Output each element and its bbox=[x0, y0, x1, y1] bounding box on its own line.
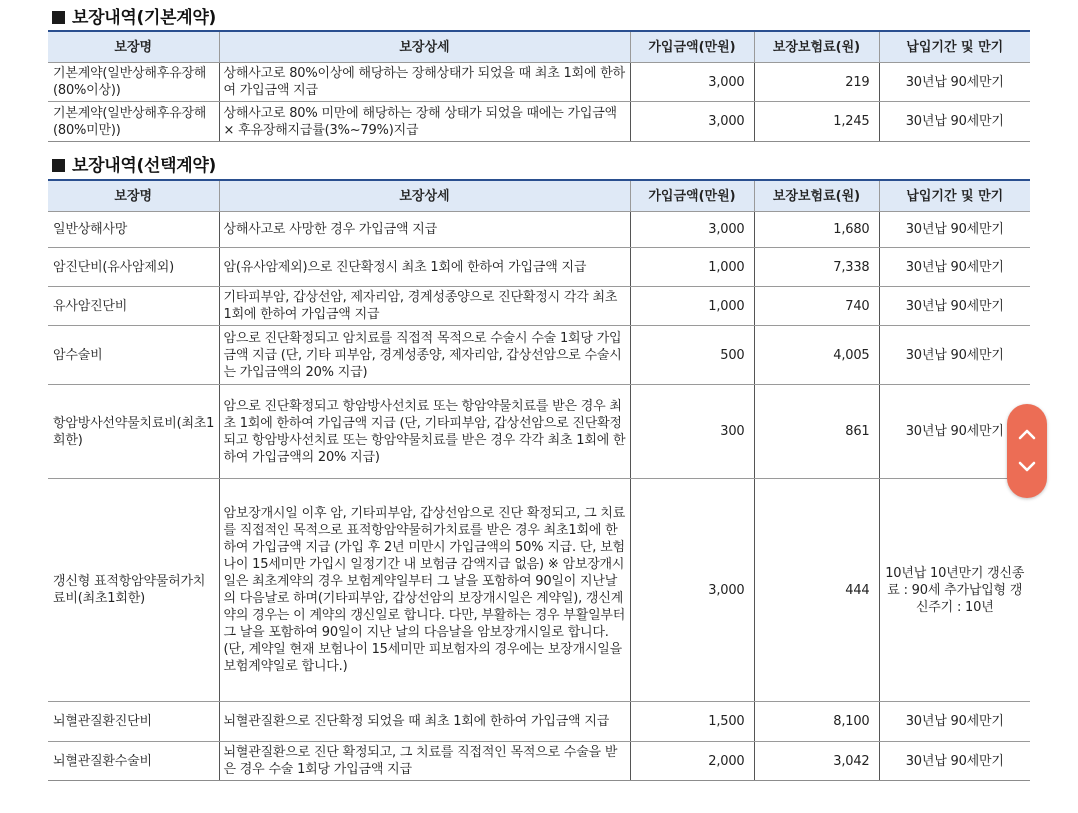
header-coverage-name: 보장명 bbox=[48, 180, 219, 212]
period-value: 30년납 90세만기 bbox=[879, 326, 1030, 385]
scroll-navigation-widget bbox=[1007, 404, 1047, 498]
table-header-row bbox=[48, 31, 1030, 63]
coverage-detail: 상해사고로 사망한 경우 가입금액 지급 bbox=[219, 212, 630, 248]
coverage-name: 항암방사선약물치료비(최초1회한) bbox=[48, 385, 219, 479]
coverage-detail: 암(유사암제외)으로 진단확정시 최초 1회에 한하여 가입금액 지급 bbox=[219, 248, 630, 287]
period-value: 30년납 90세만기 bbox=[879, 102, 1030, 142]
header-period: 납입기간 및 만기 bbox=[879, 180, 1030, 212]
period-value: 30년납 90세만기 bbox=[879, 287, 1030, 326]
premium-value: 861 bbox=[754, 385, 879, 479]
coverage-detail: 암으로 진단확정되고 암치료를 직접적 목적으로 수술시 수술 1회당 가입금액 지급 (단, 기타 피부암, 경계성종양, 제자리암, 갑상선암으로 수술시는 가입금액의 20% 지급) bbox=[219, 326, 630, 385]
coverage-name: 일반상해사망 bbox=[48, 212, 219, 248]
coverage-name: 유사암진단비 bbox=[48, 287, 219, 326]
optional-coverage-table bbox=[48, 179, 1030, 781]
coverage-detail: 상해사고로 80% 미만에 해당하는 장해 상태가 되었을 때에는 가입금액× 후유장해지급률(3%~79%)지급 bbox=[219, 102, 630, 142]
premium-value: 740 bbox=[754, 287, 879, 326]
premium-value: 3,042 bbox=[754, 742, 879, 781]
table-row bbox=[48, 102, 1030, 142]
coverage-detail: 상해사고로 80%이상에 해당하는 장해상태가 되었을 때 최초 1회에 한하여 가입금액 지급 bbox=[219, 63, 630, 102]
square-bullet-icon bbox=[52, 159, 65, 172]
premium-value: 1,680 bbox=[754, 212, 879, 248]
amount-value: 2,000 bbox=[630, 742, 754, 781]
amount-value: 3,000 bbox=[630, 63, 754, 102]
coverage-name: 뇌혈관질환진단비 bbox=[48, 702, 219, 742]
period-value: 30년납 90세만기 bbox=[879, 742, 1030, 781]
premium-value: 444 bbox=[754, 479, 879, 702]
header-coverage-name: 보장명 bbox=[48, 31, 219, 63]
period-value: 30년납 90세만기 bbox=[879, 212, 1030, 248]
premium-value: 219 bbox=[754, 63, 879, 102]
coverage-name: 뇌혈관질환수술비 bbox=[48, 742, 219, 781]
square-bullet-icon bbox=[52, 11, 65, 24]
premium-value: 8,100 bbox=[754, 702, 879, 742]
coverage-detail: 암보장개시일 이후 암, 기타피부암, 갑상선암으로 진단 확정되고, 그 치료를 직접적인 목적으로 표적항암약물허가치료를 받은 경우 최초1회에 한하여 가입금액 지급 (가입 후 2년 미만시 가입금액의 50% 지급. 단, 보험나이 15세미만 가입시 일정기간 내 보험금 감액지급 없음) ※ 암보장개시일은 최초계약의 경우 보험계약일부터 그 날을 포함하여 90일이 지난날의 다음날로 하며(기타피부암, 갑상선암의 보장개시일은 계약일), 갱신계약의 경우는 이 계약의 갱신일로 합니다. 다만, 부활하는 경우 부활일부터 그 날을 포함하여 90일이 지난 날의 다음날을 암보장개시일로 합니다. (단, 계약일 현재 보험나이 15세미만 피보험자의 경우에는 보장개시일을 보험계약일로 합니다.) bbox=[219, 479, 630, 702]
coverage-detail: 뇌혈관질환으로 진단 확정되고, 그 치료를 직접적인 목적으로 수술을 받은 경우 수술 1회당 가입금액 지급 bbox=[219, 742, 630, 781]
period-value: 30년납 90세만기 bbox=[879, 63, 1030, 102]
amount-value: 300 bbox=[630, 385, 754, 479]
premium-value: 1,245 bbox=[754, 102, 879, 142]
coverage-name: 기본계약(일반상해후유장해(80%미만)) bbox=[48, 102, 219, 142]
section-title-basic: 보장내역(기본계약) bbox=[52, 3, 216, 28]
amount-value: 1,000 bbox=[630, 287, 754, 326]
header-period: 납입기간 및 만기 bbox=[879, 31, 1030, 63]
amount-value: 3,000 bbox=[630, 479, 754, 702]
table-row bbox=[48, 702, 1030, 742]
header-amount: 가입금액(만원) bbox=[630, 31, 754, 63]
amount-value: 3,000 bbox=[630, 212, 754, 248]
amount-value: 1,500 bbox=[630, 702, 754, 742]
period-value: 30년납 90세만기 bbox=[879, 702, 1030, 742]
table-row bbox=[48, 326, 1030, 385]
header-premium: 보장보험료(원) bbox=[754, 31, 879, 63]
header-coverage-detail: 보장상세 bbox=[219, 31, 630, 63]
period-value: 10년납 10년만기 갱신종료 : 90세 추가납입형 갱신주기 : 10년 bbox=[879, 479, 1030, 702]
table-row bbox=[48, 385, 1030, 479]
table-row bbox=[48, 479, 1030, 702]
chevron-up-icon[interactable] bbox=[1007, 420, 1047, 450]
coverage-name: 암진단비(유사암제외) bbox=[48, 248, 219, 287]
table-row bbox=[48, 248, 1030, 287]
premium-value: 4,005 bbox=[754, 326, 879, 385]
table-row bbox=[48, 742, 1030, 781]
header-premium: 보장보험료(원) bbox=[754, 180, 879, 212]
coverage-name: 기본계약(일반상해후유장해(80%이상)) bbox=[48, 63, 219, 102]
amount-value: 500 bbox=[630, 326, 754, 385]
amount-value: 1,000 bbox=[630, 248, 754, 287]
coverage-detail: 뇌혈관질환으로 진단확정 되었을 때 최초 1회에 한하여 가입금액 지급 bbox=[219, 702, 630, 742]
coverage-detail: 암으로 진단확정되고 항암방사선치료 또는 항암약물치료를 받은 경우 최초 1회에 한하여 가입금액 지급 (단, 기타피부암, 갑상선암으로 진단확정되고 항암방사선치료 또는 항암약물치료를 받은 경우 각각 최초 1회에 한하여 가입금액의 20% 지급) bbox=[219, 385, 630, 479]
basic-coverage-table bbox=[48, 30, 1030, 142]
header-coverage-detail: 보장상세 bbox=[219, 180, 630, 212]
coverage-name: 암수술비 bbox=[48, 326, 219, 385]
table-header-row bbox=[48, 180, 1030, 212]
period-value: 30년납 90세만기 bbox=[879, 248, 1030, 287]
chevron-down-icon[interactable] bbox=[1007, 452, 1047, 482]
table-row bbox=[48, 63, 1030, 102]
amount-value: 3,000 bbox=[630, 102, 754, 142]
section-title-optional: 보장내역(선택계약) bbox=[52, 151, 216, 176]
coverage-name: 갱신형 표적항암약물허가치료비(최초1회한) bbox=[48, 479, 219, 702]
table-row bbox=[48, 212, 1030, 248]
premium-value: 7,338 bbox=[754, 248, 879, 287]
header-amount: 가입금액(만원) bbox=[630, 180, 754, 212]
period-value: 30년납 90세만기 bbox=[879, 385, 1030, 479]
coverage-detail: 기타피부암, 갑상선암, 제자리암, 경계성종양으로 진단확정시 각각 최초 1회에 한하여 가입금액 지급 bbox=[219, 287, 630, 326]
table-row bbox=[48, 287, 1030, 326]
